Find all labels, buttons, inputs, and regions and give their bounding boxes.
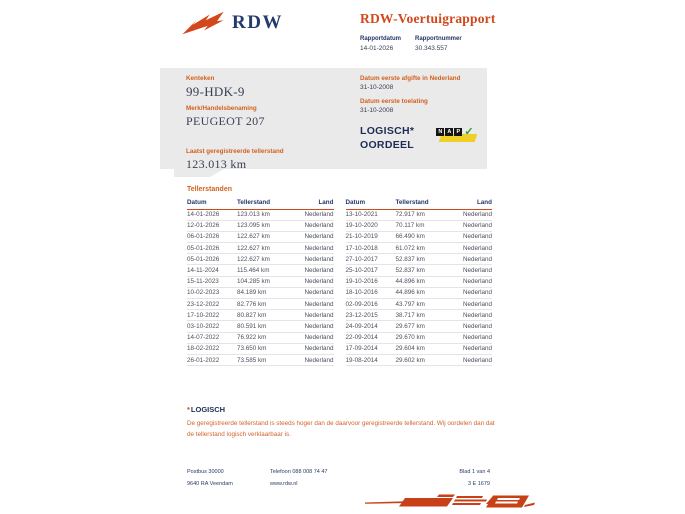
table-row: [187, 288, 334, 299]
cell-datum: 23-12-2022: [187, 300, 220, 308]
cell-tellerstand: 80.591 km: [237, 322, 267, 330]
cell-land: Nederland: [462, 311, 492, 319]
cell-tellerstand: 66.490 km: [395, 233, 425, 241]
cell-land: Nederland: [304, 356, 334, 364]
merk-label: Merk/Handelsbenaming: [186, 105, 257, 112]
cell-datum: 19-08-2014: [345, 356, 378, 364]
cell-datum: 15-11-2023: [187, 278, 219, 286]
table-row: [346, 221, 493, 232]
column-header-tellerstand: Tellerstand: [395, 199, 429, 206]
report-number-group: [415, 36, 462, 52]
kenteken-label: Kenteken: [186, 75, 215, 82]
cell-land: Nederland: [462, 255, 492, 263]
cell-tellerstand: 29.670 km: [395, 334, 425, 342]
cell-datum: 13-10-2021: [345, 211, 378, 219]
footer-contact: [270, 467, 328, 490]
footer-website-link[interactable]: www.rdw.nl: [270, 480, 298, 487]
cell-tellerstand: 104.285 km: [237, 278, 270, 286]
tellerstanden-table-left: [187, 197, 334, 366]
cell-tellerstand: 52.837 km: [395, 267, 425, 275]
rdw-wing-icon: [181, 8, 225, 38]
table-row: [187, 355, 334, 366]
table-row: [346, 299, 493, 310]
cell-tellerstand: 73.585 km: [237, 356, 267, 364]
cell-tellerstand: 29.602 km: [395, 356, 425, 364]
cell-land: Nederland: [462, 244, 492, 252]
cell-datum: 06-01-2026: [187, 233, 220, 241]
cell-land: Nederland: [462, 267, 492, 275]
cell-land: Nederland: [304, 334, 334, 342]
logisch-footnote: [187, 405, 499, 440]
cell-tellerstand: 80.827 km: [237, 311, 267, 319]
nap-letter-a: A: [445, 128, 453, 136]
cell-tellerstand: 61.072 km: [395, 244, 425, 252]
eerste-afgifte-label: Datum eerste afgifte in Nederland: [360, 75, 461, 82]
cell-land: Nederland: [304, 289, 334, 297]
laatste-tellerstand-value: 123.013 km: [186, 157, 247, 171]
cell-tellerstand: 29.604 km: [395, 345, 425, 353]
cell-land: Nederland: [304, 244, 334, 252]
table-row: [187, 310, 334, 321]
oordeel-line2: OORDEEL: [360, 138, 415, 151]
table-row: [187, 221, 334, 232]
column-header-land: Land: [476, 199, 492, 206]
cell-datum: 12-01-2026: [187, 222, 220, 230]
cell-tellerstand: 82.776 km: [237, 300, 267, 308]
oordeel-block: [360, 125, 482, 152]
table-row: [346, 265, 493, 276]
footer-doc-code: 3 E 1679: [467, 480, 490, 487]
cell-land: Nederland: [304, 211, 334, 219]
table-row: [346, 288, 493, 299]
cell-tellerstand: 73.650 km: [237, 345, 267, 353]
column-header-datum: Datum: [187, 199, 207, 206]
nap-letter-n: N: [436, 128, 444, 136]
cell-datum: 14-07-2022: [187, 334, 220, 342]
column-header-datum: Datum: [345, 199, 366, 206]
oordeel-line1: LOGISCH*: [360, 125, 415, 137]
cell-datum: 03-10-2022: [187, 322, 220, 330]
cell-datum: 18-10-2016: [345, 289, 378, 297]
table-row: [346, 344, 493, 355]
cell-datum: 14-01-2026: [187, 211, 220, 219]
table-row: [346, 321, 493, 332]
rdw-logo: [181, 8, 283, 38]
nap-letter-squares: [436, 128, 462, 136]
table-row: [346, 355, 493, 366]
cell-datum: 27-10-2017: [345, 255, 378, 263]
cell-datum: 14-11-2024: [187, 267, 219, 275]
merk-value: PEUGEOT 207: [186, 114, 265, 128]
cell-land: Nederland: [462, 211, 492, 219]
cell-tellerstand: 123.095 km: [237, 222, 270, 230]
cell-land: Nederland: [462, 322, 492, 330]
table-header-row: [187, 197, 334, 210]
cell-tellerstand: 52.837 km: [395, 255, 425, 263]
eerste-toelating-value: 31-10-2008: [360, 107, 394, 114]
tellerstanden-section: [187, 186, 492, 366]
cell-land: Nederland: [462, 278, 492, 286]
cell-datum: 19-10-2020: [345, 222, 378, 230]
report-number-label: Rapportnummer: [415, 36, 462, 42]
cell-land: Nederland: [304, 311, 334, 319]
cell-tellerstand: 70.117 km: [395, 222, 425, 230]
cell-land: Nederland: [304, 322, 334, 330]
table-row: [346, 333, 493, 344]
page-title: RDW-Voertuigrapport: [360, 11, 496, 26]
report-date-label: Rapportdatum: [360, 36, 401, 42]
table-row: [187, 232, 334, 243]
cell-tellerstand: 43.797 km: [395, 300, 425, 308]
cell-land: Nederland: [462, 356, 492, 364]
cell-datum: 05-01-2026: [187, 255, 220, 263]
footer-phone: Telefoon 088 008 74 47: [270, 469, 328, 475]
cell-land: Nederland: [462, 289, 492, 297]
footer-address: [187, 467, 233, 490]
cell-land: Nederland: [462, 345, 492, 353]
table-row: [187, 243, 334, 254]
vehicle-info-right-column: [360, 75, 482, 152]
kenteken-value: 99-HDK-9: [186, 84, 245, 99]
cell-datum: 18-02-2022: [187, 345, 220, 353]
cell-datum: 17-10-2018: [345, 244, 378, 252]
table-row: [187, 210, 334, 221]
table-row: [346, 310, 493, 321]
cell-datum: 26-01-2022: [187, 356, 220, 364]
oordeel-text: [360, 125, 414, 152]
cell-land: Nederland: [304, 300, 334, 308]
footer-page-info: [410, 467, 490, 490]
cell-datum: 24-09-2014: [345, 322, 378, 330]
footer-address-line1: Postbus 30000: [187, 469, 224, 475]
cell-tellerstand: 115.464 km: [237, 267, 270, 275]
table-row: [346, 277, 493, 288]
cell-tellerstand: 44.896 km: [395, 278, 425, 286]
cell-land: Nederland: [304, 255, 334, 263]
cell-tellerstand: 72.917 km: [395, 211, 425, 219]
cell-tellerstand: 122.627 km: [237, 244, 270, 252]
footnote-title: [187, 405, 499, 414]
table-row: [187, 265, 334, 276]
nap-logo: [436, 127, 478, 144]
cell-datum: 25-10-2017: [345, 267, 378, 275]
table-row: [346, 232, 493, 243]
table-row: [187, 321, 334, 332]
cell-tellerstand: 122.627 km: [237, 233, 270, 241]
table-row: [187, 344, 334, 355]
table-row: [187, 299, 334, 310]
column-header-tellerstand: Tellerstand: [237, 199, 271, 206]
table-row: [346, 210, 493, 221]
cell-land: Nederland: [462, 334, 492, 342]
cell-datum: 17-10-2022: [187, 311, 220, 319]
cell-land: Nederland: [304, 345, 334, 353]
report-date-value: 14-01-2026: [360, 45, 394, 52]
report-number-value: 30.343.557: [415, 45, 448, 52]
footnote-text: De geregistreerde tellerstand is steeds hoger dan de daarvoor geregistreerde tellerstand. Wij oordelen dan dat de tellerstand logisch verklaarbaar is.: [187, 420, 495, 439]
eerste-afgifte-value: 31-10-2008: [360, 84, 394, 91]
bottom-decoration-graphic: [365, 491, 535, 513]
vehicle-info-box: [160, 68, 487, 169]
cell-land: Nederland: [304, 233, 334, 241]
cell-datum: 05-01-2026: [187, 244, 220, 252]
cell-datum: 23-12-2015: [345, 311, 378, 319]
table-row: [187, 333, 334, 344]
cell-tellerstand: 122.627 km: [237, 255, 270, 263]
table-row: [187, 254, 334, 265]
laatste-tellerstand-label: Laatst geregistreerde tellerstand: [186, 148, 284, 155]
cell-tellerstand: 123.013 km: [237, 211, 270, 219]
cell-land: Nederland: [304, 278, 334, 286]
cell-datum: 19-10-2016: [345, 278, 378, 286]
nap-checkmark-icon: ✓: [464, 126, 474, 138]
cell-tellerstand: 84.189 km: [237, 289, 267, 297]
cell-datum: 10-02-2023: [187, 289, 220, 297]
rdw-logo-text: RDW: [232, 12, 283, 33]
tellerstanden-title: Tellerstanden: [187, 186, 232, 193]
cell-datum: 22-09-2014: [345, 334, 378, 342]
cell-datum: 02-09-2016: [345, 300, 378, 308]
footnote-asterisk: *: [187, 405, 190, 414]
tellerstanden-table-right: [346, 197, 493, 366]
left-table-body: [187, 210, 334, 367]
table-row: [187, 277, 334, 288]
table-row: [346, 243, 493, 254]
cell-tellerstand: 76.922 km: [237, 334, 267, 342]
cell-tellerstand: 44.896 km: [395, 289, 425, 297]
cell-tellerstand: 38.717 km: [395, 311, 425, 319]
vehicle-info-left-column: [186, 75, 351, 177]
cell-land: Nederland: [304, 222, 334, 230]
footer-address-line2: 9640 RA Veendam: [187, 480, 233, 487]
footer-page-number: Blad 1 van 4: [459, 469, 490, 475]
report-date-group: [360, 36, 401, 52]
cell-tellerstand: 29.677 km: [395, 322, 425, 330]
eerste-toelating-label: Datum eerste toelating: [360, 98, 428, 105]
column-header-land: Land: [318, 199, 334, 206]
cell-land: Nederland: [462, 300, 492, 308]
cell-land: Nederland: [462, 233, 492, 241]
table-row: [346, 254, 493, 265]
footnote-title-text: LOGISCH: [190, 405, 226, 414]
cell-land: Nederland: [462, 222, 492, 230]
cell-datum: 21-10-2019: [345, 233, 378, 241]
report-header: [360, 11, 510, 52]
table-header-row: [346, 197, 493, 210]
nap-letter-p: P: [454, 128, 462, 136]
right-table-body: [346, 210, 493, 367]
cell-datum: 17-09-2014: [345, 345, 378, 353]
cell-land: Nederland: [304, 267, 334, 275]
